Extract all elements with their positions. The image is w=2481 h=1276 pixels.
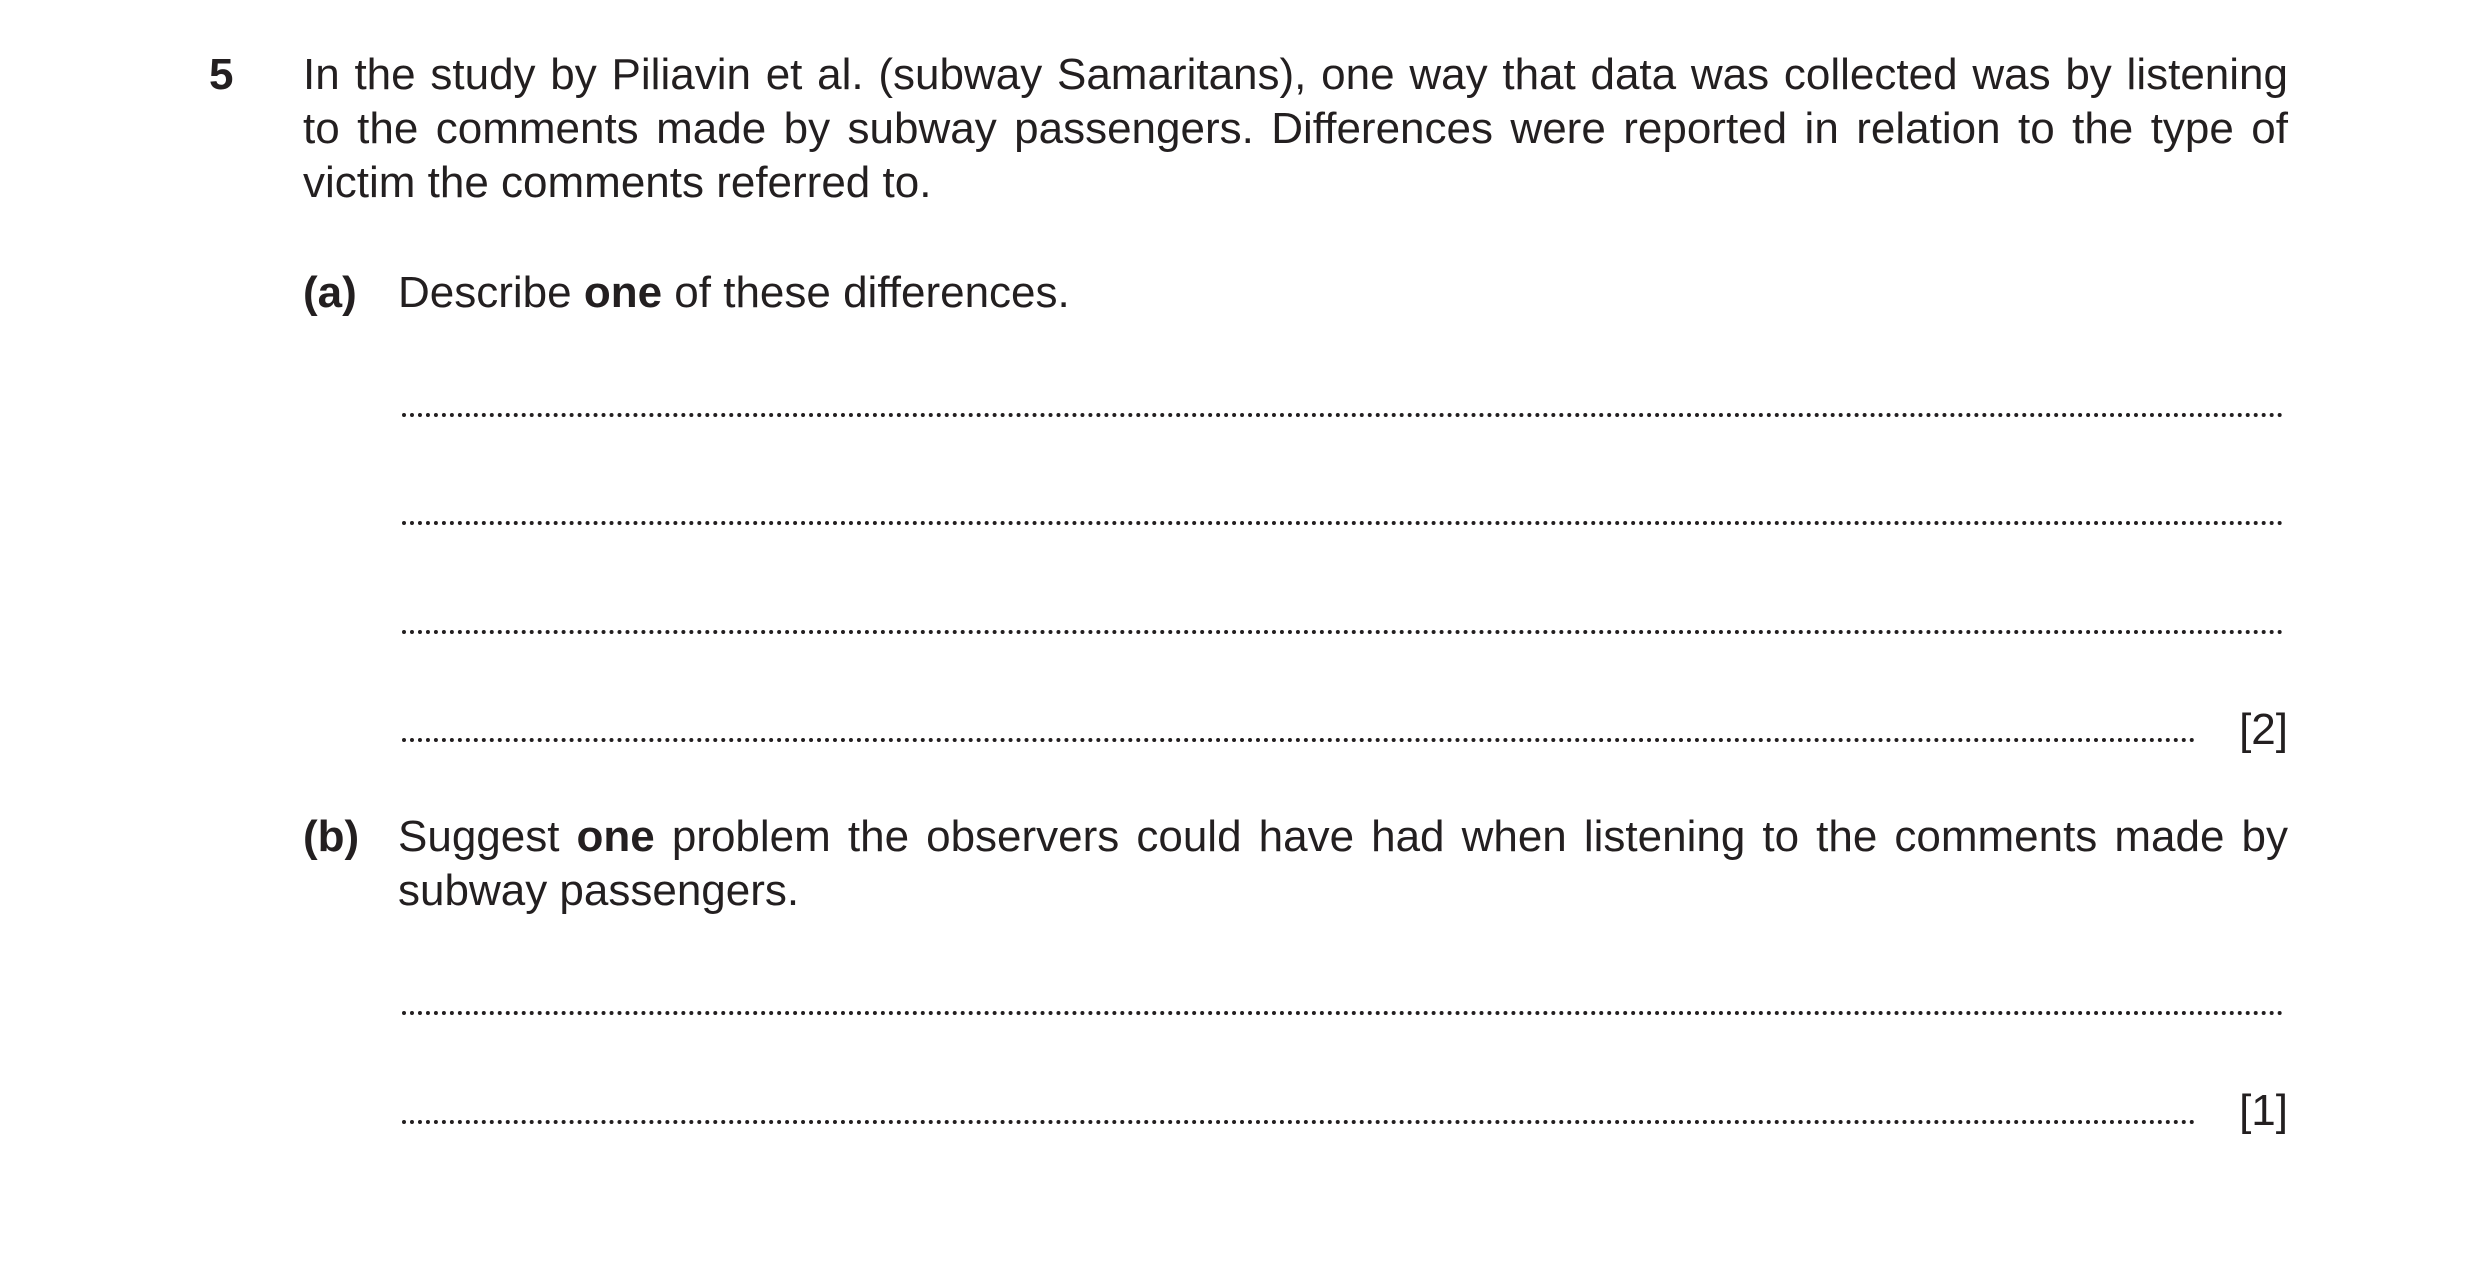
part-b-label: (b) [303, 812, 360, 861]
part-a-text-after: of these differences. [662, 268, 1070, 317]
part-b-text-bold: one [576, 812, 655, 861]
part-a-answer-line-3[interactable] [402, 630, 2284, 634]
question-number: 5 [209, 50, 234, 99]
part-a-label: (a) [303, 268, 357, 317]
part-a-answer-line-2[interactable] [402, 521, 2284, 525]
part-b-marks: [1] [2239, 1086, 2288, 1135]
part-a-text-before: Describe [398, 268, 584, 317]
part-a-marks: [2] [2239, 705, 2288, 754]
part-b-prompt [398, 810, 2288, 918]
question-stem: In the study by Piliavin et al. (subway Samaritans), one way that data was collected was by listening to the comments made by subway passengers. Differences were reported in relation to the type of victim the comments referred to. [303, 50, 2288, 207]
part-a-prompt [398, 266, 2288, 320]
part-a-answer-line-4[interactable] [402, 738, 2196, 742]
part-b-answer-line-1[interactable] [402, 1011, 2284, 1015]
part-b-answer-line-2[interactable] [402, 1120, 2196, 1124]
part-a-answer-line-1[interactable] [402, 413, 2284, 417]
part-b-text-before: Suggest [398, 812, 577, 861]
part-a-text-bold: one [583, 268, 663, 317]
part-b-text-after: problem the observers could have had when listening to the comments made by subway passengers. [398, 812, 2288, 915]
